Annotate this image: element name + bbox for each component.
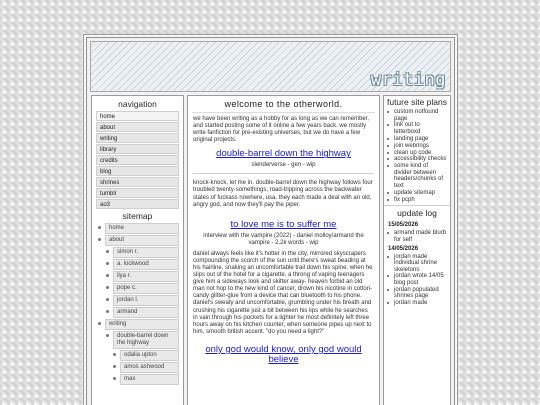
sitemap-about-children: [98, 247, 183, 318]
sitemap-jordan-link[interactable]: jordan l.: [113, 295, 179, 306]
list-item: accessibility checks: [394, 156, 447, 163]
post-meta: slenderverse - gen - wip: [251, 162, 316, 169]
sitemap-armand-link[interactable]: armand: [113, 307, 179, 318]
sitemap-item: [106, 295, 183, 306]
sitemap-item: [113, 350, 183, 361]
main-content: [187, 95, 380, 405]
sitemap-max-link[interactable]: max: [120, 374, 179, 385]
sitemap-item: [106, 331, 183, 385]
bullet-icon: [106, 274, 109, 277]
sitemap-double-barrel-children: [106, 350, 183, 385]
sitemap-item: [106, 307, 183, 318]
log-date: 14/05/2026: [388, 245, 419, 252]
nav-ao3-link[interactable]: ao3: [96, 199, 179, 209]
list-item: update sitemap: [394, 190, 447, 197]
nav-shrines-link[interactable]: shrines: [96, 177, 179, 187]
navigation-list: [92, 111, 183, 209]
bullet-icon: [98, 226, 101, 229]
bullet-icon: [106, 298, 109, 301]
bullet-icon: [113, 377, 116, 380]
sitemap-amos-link[interactable]: amos ashwood: [120, 362, 179, 373]
page-frame: [86, 37, 455, 405]
future-plans-title: future site plans: [386, 97, 447, 107]
list-item: fix pcph: [394, 197, 447, 204]
post-title-link[interactable]: only god would know, only god would believe: [205, 343, 362, 365]
page-title: welcome to the otherworld.: [192, 96, 375, 113]
list-item: jordan made individual shrine skeletons: [394, 254, 447, 274]
sitemap-item: [106, 259, 183, 270]
left-sidebar: [91, 95, 184, 405]
bullet-icon: [106, 262, 109, 265]
sitemap-lockwood-link[interactable]: a. lockwood: [113, 259, 179, 270]
post-title-link[interactable]: double-barrel down the highway: [216, 148, 351, 160]
sitemap-item: [113, 362, 183, 373]
sitemap-about-link[interactable]: about: [105, 235, 179, 246]
sitemap-item: [106, 247, 183, 258]
bullet-icon: [113, 365, 116, 368]
sitemap-writing-children: [98, 331, 183, 385]
list-item: clean up code: [394, 150, 447, 157]
list-item: link out to letterboxd: [394, 122, 447, 135]
post-meta: interview with the vampire (2022) - daniel molloy/armand the vampire - 2.2k words - wip: [203, 232, 364, 246]
list-item: jordan populated shrines page: [394, 287, 447, 300]
sitemap-home-link[interactable]: home: [105, 223, 179, 234]
sitemap-odalia-link[interactable]: odalia upton: [120, 350, 179, 361]
sitemap-item: [98, 235, 183, 318]
nav-tumblr-link[interactable]: tumblr: [96, 188, 179, 198]
sitemap-item: [98, 223, 183, 234]
list-item: armand made blurb for self: [394, 230, 447, 243]
log-date: 15/05/2026: [388, 222, 419, 229]
sitemap-double-barrel-link[interactable]: double-barrel down the highway: [113, 331, 179, 349]
log-list: [384, 254, 450, 307]
sitemap-item: [106, 283, 183, 294]
nav-about-link[interactable]: about: [96, 122, 179, 132]
sitemap-tree: [92, 223, 183, 385]
post-summary: daniel always feels like it's hotter in the city, mirrored skyscrapers compounding the scorch of the sun until there's sweat beading at his hairline, snaking an uncomfortable trail down his spine. when he slips out of the hotel for a cigarette, a throng of vaping teenagers give him a sideways look and skitter away- heaven forbid an old man not hop to the new kind of cancer, drown his nicotine in cotton-candy glitter-glue from a device that can bluetooth to his phone. daniel's sweaty and uncomfortable, grumbling under his breath and crushing his cigarette just a bit between his lips while he searches in vain through his pockets for a lighter he most definitely left three hours away on his kitchen counter, when someone pipes up next to him, smooth british accent. "do you need a light?": [193, 250, 373, 335]
bullet-icon: [113, 353, 116, 356]
future-plans-list: [384, 109, 450, 203]
log-list: [384, 230, 450, 243]
update-log-title: update log: [384, 205, 450, 220]
sitemap-item: [106, 271, 183, 282]
sitemap-pope-link[interactable]: pope c.: [113, 283, 179, 294]
divider: [193, 173, 374, 174]
intro-text: we have been writing as a hobby for as long as we can remember, and started posting some of it online a few years back. we mostly write fanfiction for pre-existing universes, but we do have a few original projects.: [193, 116, 370, 144]
bullet-icon: [106, 334, 109, 337]
bullet-icon: [106, 310, 109, 313]
nav-writing-link[interactable]: writing: [96, 133, 179, 143]
sitemap-ilya-link[interactable]: ilya r.: [113, 271, 179, 282]
bullet-icon: [106, 250, 109, 253]
navigation-title: navigation: [118, 99, 157, 109]
nav-blog-link[interactable]: blog: [96, 166, 179, 176]
nav-library-link[interactable]: library: [96, 144, 179, 154]
site-header: [90, 41, 451, 92]
list-item: some kind of divider between headers/chunks of text: [394, 163, 447, 189]
sitemap-title: sitemap: [122, 211, 153, 221]
list-item: jordan made: [394, 300, 447, 307]
sitemap-simon-link[interactable]: simon r.: [113, 247, 179, 258]
site-title: writing: [370, 70, 446, 90]
right-sidebar: [383, 95, 451, 405]
bullet-icon: [106, 286, 109, 289]
bullet-icon: [98, 238, 101, 241]
list-item: custom notfound page: [394, 109, 447, 122]
sitemap-item: [113, 374, 183, 385]
sitemap-item: [98, 319, 183, 385]
post-title-link[interactable]: to love me is to suffer me: [230, 218, 337, 230]
list-item: join webrings: [394, 143, 447, 150]
nav-credits-link[interactable]: credits: [96, 155, 179, 165]
post-summary: knock-knock, let me in. double-barrel down the highway follows four troubled twenty-somethings, road-tripping across the backwater states of fuckass nowhere, usa. they each made a deal with an old, angry god, and now they'll pay the piper.: [193, 180, 373, 208]
sitemap-writing-link[interactable]: writing: [105, 319, 179, 330]
bullet-icon: [98, 322, 101, 325]
list-item: jordan wrote 14/05 blog post: [394, 273, 447, 286]
nav-home-link[interactable]: home: [96, 111, 179, 121]
list-item: landing page: [394, 136, 447, 143]
